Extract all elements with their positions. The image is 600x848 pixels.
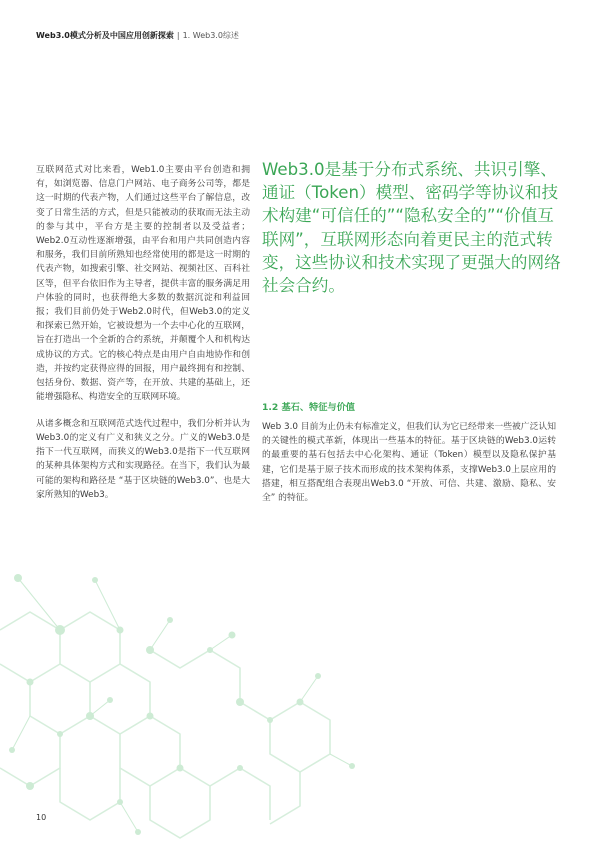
left-paragraph-2: 从诸多概念和互联网范式迭代过程中，我们分析并认为Web3.0的定义有广义和狭义之分。广义的Web3.0是指下一代互联网，而狭义的Web3.0是指下一代互联网的某种具体架构方式和实现路径。在当下，我们认为最可能的架构和路径是 “基于区块链的Web3.0”、也是大家所熟知的Web3。 [36, 418, 250, 500]
hexagon-network-decoration [0, 560, 600, 848]
pull-quote: Web3.0是基于分布式系统、共识引擎、通证（Token）模型、密码学等协议和技术构建“可信任的”“隐私安全的”“价值互联网”，互联网形态向着更民主的范式转变，这些协议和技术实现了更强大的网络社会合约。 [262, 160, 561, 296]
left-paragraph-1: 互联网范式对比来看，Web1.0主要由平台创造和拥有，如浏览器、信息门户网站、电子商务公司等，都是这一时期的代表产物，人们通过这些平台了解信息，改变了日常生活的方式，但是只能被动的获取而无法主动的参与其中，平台方是主要的控制者以及受益者；Web2.0互动性逐渐增强，由平台和用户共同创造内容和服务，我们目前所熟知也经常使用的都是这一时期的代表产物，如搜索引擎、社交网站、视频社区、百科社区等，但平台依旧作为主导者，提供丰富的服务满足用户体验的同时，也获得绝大多数的数据沉淀和利益回报；我们目前仍处于Web2.0时代，但Web3.0的定义和探索已然开始，它被设想为一个去中心化的互联网，旨在打造出一个全新的合约系统，并颠覆个人和机构达成协议的方式。它的核心特点是由用户自由地协作和创造，并按约定获得应得的回报，用户最终拥有和控制、包括身份、数据、资产等，在开放、共建的基础上，还能增强隐私、构造安全的互联网环境。 [36, 165, 250, 403]
header-section-name: 1. Web3.0综述 [182, 31, 239, 40]
section-heading: 1.2 基石、特征与价值 [262, 402, 355, 413]
header-document-title: Web3.0模式分析及中国应用创新探索 [36, 31, 174, 40]
header-separator: | [176, 31, 180, 40]
running-header [36, 31, 239, 41]
left-column-text [36, 163, 250, 514]
section-body-paragraph: Web 3.0 目前为止仍未有标准定义，但我们认为它已经带来一些被广泛认知的关键性的模式革新，体现出一些基本的特征。基于区块链的Web3.0运转的最重要的基石包括去中心化架构、通证（Token）模型以及隐私保护基建，它们是基于原子技术而形成的技术架构体系，支撑Web3.0上层应用的搭建，相互搭配组合表现出Web3.0 “开放、可信、共建、激励、隐私、安全” 的特征。 [262, 422, 556, 504]
page-number: 10 [36, 813, 47, 822]
